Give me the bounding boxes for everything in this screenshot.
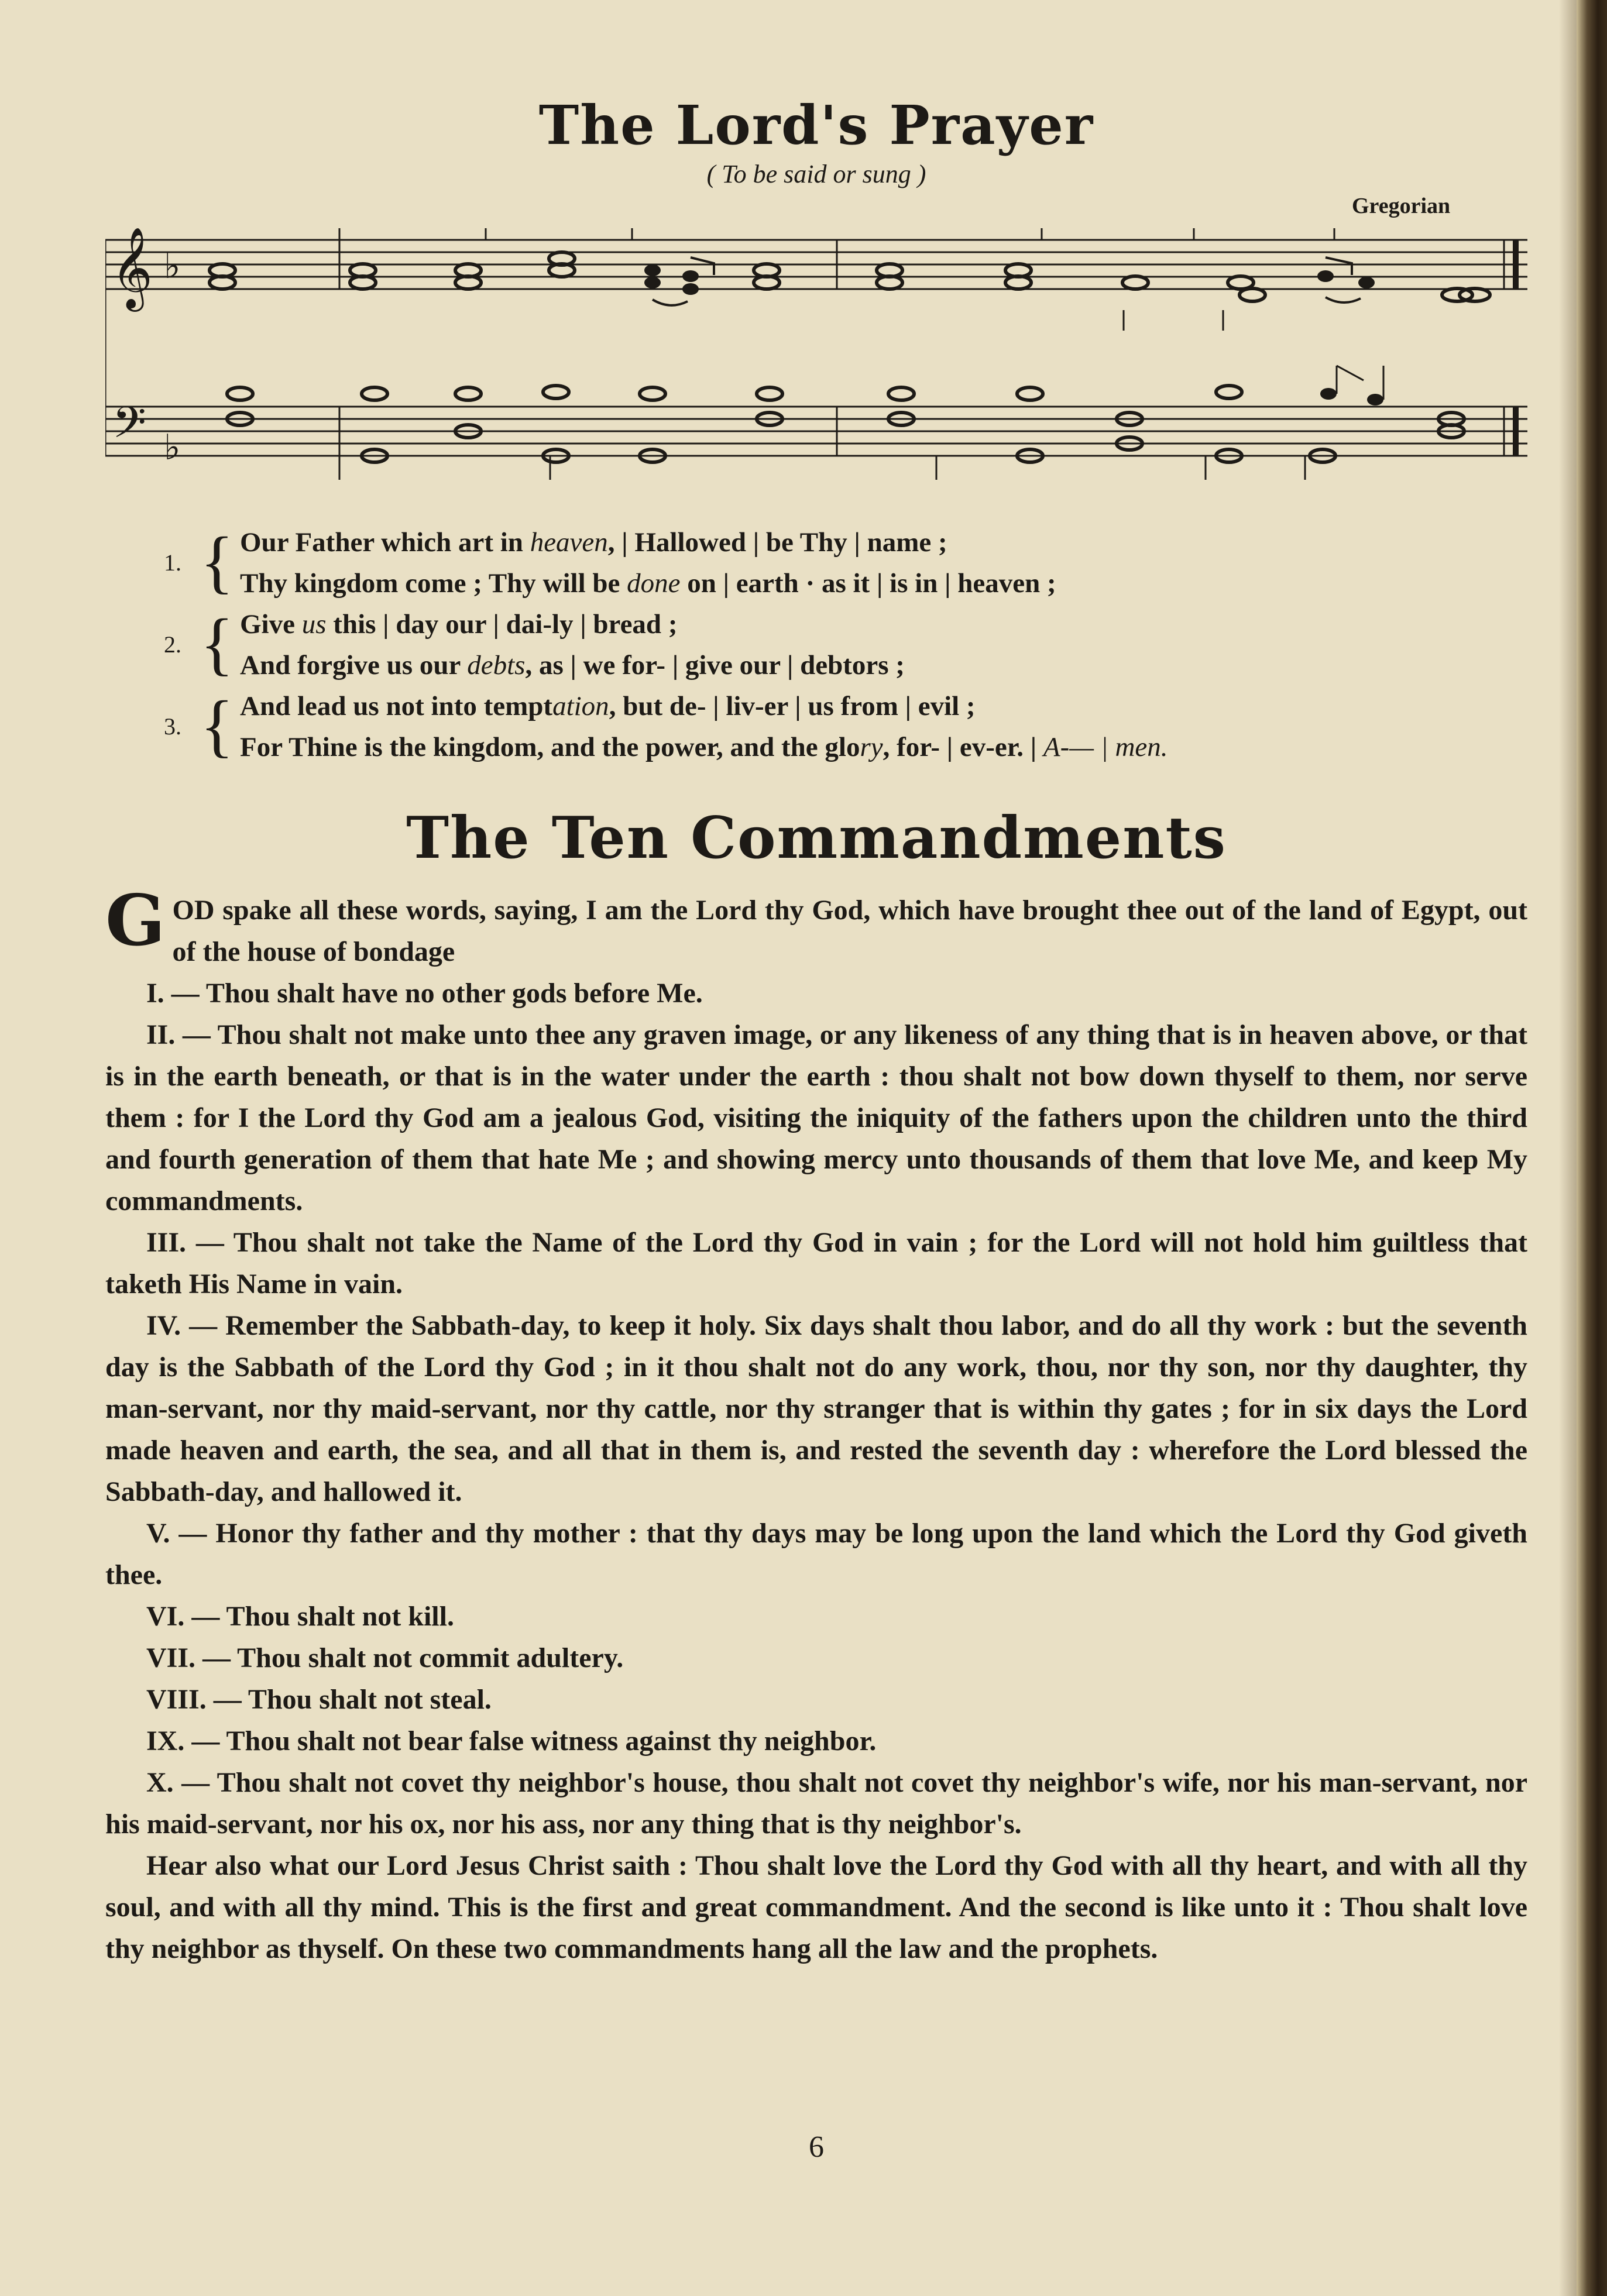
music-score xyxy=(105,222,1527,527)
svg-text:𝄢: 𝄢 xyxy=(112,397,146,459)
brace-icon: { xyxy=(200,523,234,600)
brace-icon: { xyxy=(200,604,234,682)
commandment-7: VII. — Thou shalt not commit adultery. xyxy=(146,1642,624,1673)
commandment-5: V. — Honor thy father and thy mother : that thy days may be long upon the land which the Lord thy God giveth thee. xyxy=(105,1518,1527,1590)
svg-text:𝄞: 𝄞 xyxy=(111,227,153,308)
verse-number: 3. xyxy=(164,713,181,740)
commandment-1: I. — Thou shalt have no other gods before Me. xyxy=(146,978,703,1009)
commandment-4: IV. — Remember the Sabbath-day, to keep it holy. Six days shalt thou labor, and do all thy work : but the seventh day is the Sabbath of the Lord thy God ; in it thou shalt not do any work, thou, nor thy son, nor thy daughter, thy man-servant, nor thy maid-servant, nor thy cattle, nor thy stranger that is within thy gates ; for in six days the Lord made heaven and earth, the sea, and all that in them is, and rested the seventh day : wherefore the Lord blessed the Sabbath-day, and hallowed it. xyxy=(105,1310,1527,1507)
commandment-3: III. — Thou shalt not take the Name of the Lord thy God in vain ; for the Lord will not hold him guiltless that taketh His Name in vain. xyxy=(105,1227,1527,1300)
verse-line: Our Father which art in heaven, | Hallowed | be Thy | name ; xyxy=(240,527,947,558)
verse-number: 2. xyxy=(164,631,181,658)
page-number: 6 xyxy=(809,2130,824,2164)
page-shadow xyxy=(1559,0,1577,2296)
page xyxy=(105,0,1527,2296)
drop-cap: G xyxy=(105,879,166,962)
commandment-10: X. — Thou shalt not covet thy neighbor's house, thou shalt not covet thy neighbor's wife, nor his man-servant, nor his maid-servant, nor his ox, nor his ass, nor any thing that is thy neighbor's. xyxy=(105,1767,1527,1840)
commandment-9: IX. — Thou shalt not bear false witness against thy neighbor. xyxy=(146,1726,877,1757)
commandment-8: VIII. — Thou shalt not steal. xyxy=(146,1684,492,1715)
ten-commandments-title: The Ten Commandments xyxy=(406,805,1227,872)
verse-line: For Thine is the kingdom, and the power, and the glory, for- | ev-er. | A-— | men. xyxy=(240,732,1168,762)
lords-prayer-title: The Lord's Prayer xyxy=(538,94,1094,157)
verse-line: And forgive us our debts, as | we for- | give our | debtors ; xyxy=(240,650,905,680)
svg-text:♭: ♭ xyxy=(164,427,181,468)
closing-paragraph: Hear also what our Lord Jesus Christ saith : Thou shalt love the Lord thy God with all thy heart, and with all thy soul, and with all thy mind. This is the first and great commandment. And the second is like unto it : Thou shalt love thy neighbor as thyself. On these two commandments hang all the law and the prophets. xyxy=(105,1850,1527,1964)
brace-icon: { xyxy=(200,686,234,764)
verse-line: Give us this | day our | dai-ly | bread ; xyxy=(240,609,678,640)
commandments-text xyxy=(105,879,1527,1970)
verse-number: 1. xyxy=(164,549,181,576)
commandment-2: II. — Thou shalt not make unto thee any graven image, or any likeness of any thing that is in heaven above, or that is in the earth beneath, or that is in the water under the earth : thou shalt not bow down thyself to them, nor serve them : for I the Lord thy God am a jealous God, visiting the iniquity of the fathers upon the children unto the third and fourth generation of them that hate Me ; and showing mercy unto thousands of them that love Me, and keep My commandments. xyxy=(105,1019,1527,1216)
verse-line: And lead us not into temptation, but de- | liv-er | us from | evil ; xyxy=(240,691,976,721)
composer-label: Gregorian xyxy=(1352,194,1451,218)
intro-paragraph: GOD spake all these words, saying, I am the Lord thy God, which have brought thee out of the land of Egypt, out of the house of bondage xyxy=(105,879,1527,967)
verse-line: Thy kingdom come ; Thy will be done on | earth · as it | is in | heaven ; xyxy=(240,568,1056,599)
commandment-6: VI. — Thou shalt not kill. xyxy=(146,1601,454,1632)
svg-text:♭: ♭ xyxy=(164,246,181,287)
lords-prayer-subtitle: ( To be said or sung ) xyxy=(706,160,926,188)
book-spine-edge xyxy=(1577,0,1607,2296)
